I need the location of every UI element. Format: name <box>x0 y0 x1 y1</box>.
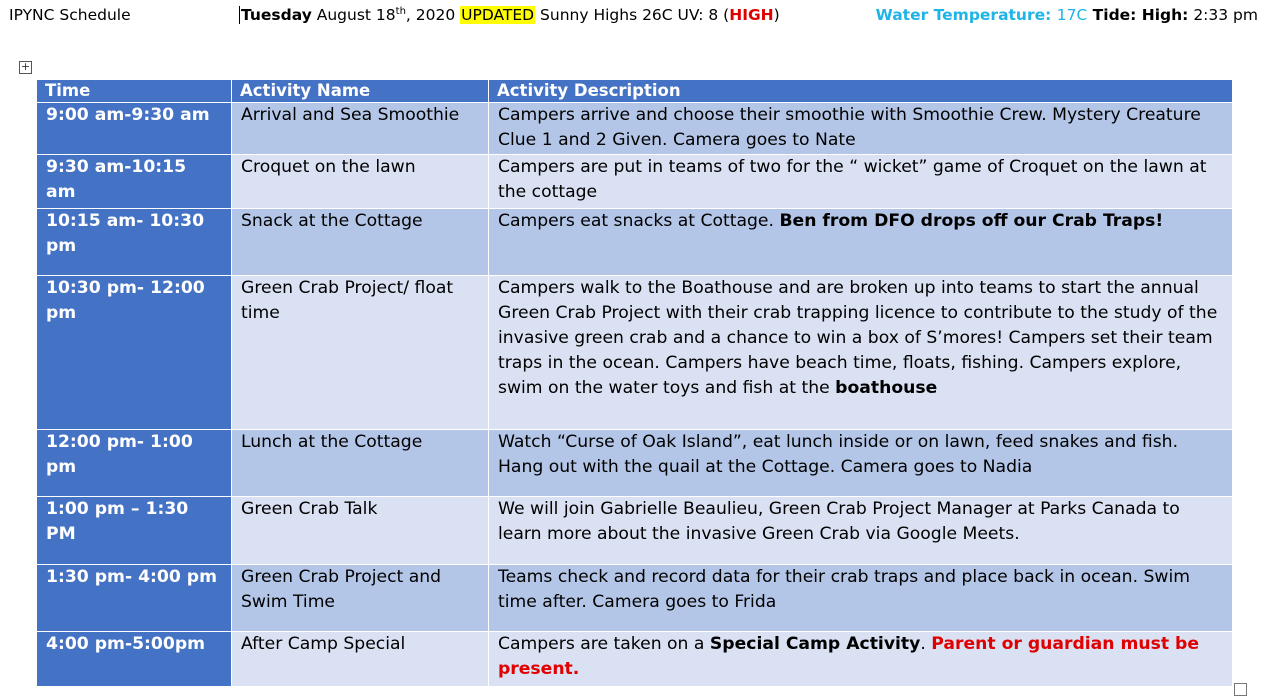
date-year: , 2020 <box>405 6 461 24</box>
date-text: August 18 <box>311 6 396 24</box>
alert-text: Parent or guardian must be present. <box>498 634 1200 679</box>
time-cell: 9:30 am-10:15 am <box>37 155 232 209</box>
column-header-time: Time <box>37 80 232 103</box>
time-cell: 12:00 pm- 1:00 pm <box>37 430 232 497</box>
activity-cell: Arrival and Sea Smoothie <box>232 103 489 155</box>
table-row <box>37 430 1233 497</box>
column-header-activity: Activity Name <box>232 80 489 103</box>
description-cell <box>489 103 1233 155</box>
emphasis-text: Special Camp Activity <box>709 634 921 654</box>
time-cell: 1:00 pm – 1:30 PM <box>37 497 232 565</box>
text-cursor <box>239 6 240 24</box>
updated-badge: UPDATED <box>461 6 535 24</box>
activity-cell: Croquet on the lawn <box>232 155 489 209</box>
description-text: Campers arrive and choose their smoothie with Smoothie Crew. Mystery Creature Clue 1 and 2 Given. Camera goes to Nate <box>498 105 1201 150</box>
description-text: Campers walk to the Boathouse and are broken up into teams to start the annual Green Crab Project with their crab trapping licence to contribute to the study of the invasive green crab and a chance to win a box of S’mores! Campers set their team traps in the ocean. Campers have beach time, floats, fishing. Campers explore, swim on the water toys and fish at the <box>498 278 1218 398</box>
weather-text: Sunny Highs 26C UV: 8 ( <box>535 6 730 24</box>
time-cell: 10:30 pm- 12:00 pm <box>37 276 232 430</box>
day-name: Tuesday <box>241 6 312 24</box>
table-row <box>37 209 1233 276</box>
table-header-row <box>37 80 1233 103</box>
table-row <box>37 632 1233 687</box>
description-cell <box>489 565 1233 632</box>
emphasis-text: Ben from DFO drops off our Crab Traps! <box>779 211 1164 231</box>
description-text: Campers are put in teams of two for the “ wicket” game of Croquet on the lawn at the cottage <box>498 157 1207 202</box>
table-row <box>37 276 1233 430</box>
description-cell <box>489 209 1233 276</box>
tide-value: 2:33 pm <box>1188 6 1258 24</box>
description-cell <box>489 632 1233 687</box>
emphasis-text: boathouse <box>835 378 938 398</box>
description-text: Campers eat snacks at Cottage. <box>498 211 780 231</box>
resize-square-icon[interactable] <box>1234 683 1247 696</box>
schedule-table <box>36 79 1233 687</box>
water-temp-value: 17C <box>1056 6 1088 24</box>
description-cell <box>489 155 1233 209</box>
date-weather-line <box>239 6 780 24</box>
description-text: Watch “Curse of Oak Island”, eat lunch inside or on lawn, feed snakes and fish. Hang out with the quail at the Cottage. Camera goes to Nadia <box>498 432 1179 477</box>
description-text: Campers are taken on a <box>498 634 710 654</box>
activity-cell: Lunch at the Cottage <box>232 430 489 497</box>
water-tide-line <box>876 6 1258 24</box>
activity-cell: After Camp Special <box>232 632 489 687</box>
activity-cell: Green Crab Talk <box>232 497 489 565</box>
table-row <box>37 103 1233 155</box>
activity-cell: Green Crab Project and Swim Time <box>232 565 489 632</box>
weather-close: ) <box>773 6 780 24</box>
document-header <box>0 4 1275 26</box>
description-text: Teams check and record data for their crab traps and place back in ocean. Swim time after. Camera goes to Frida <box>498 567 1190 612</box>
time-cell: 1:30 pm- 4:00 pm <box>37 565 232 632</box>
uv-level: HIGH <box>729 6 774 24</box>
table-row <box>37 565 1233 632</box>
description-text: We will join Gabrielle Beaulieu, Green Crab Project Manager at Parks Canada to learn more about the invasive Green Crab via Google Meets. <box>498 499 1180 544</box>
activity-cell: Green Crab Project/ float time <box>232 276 489 430</box>
description-cell <box>489 497 1233 565</box>
column-header-description: Activity Description <box>489 80 1233 103</box>
description-cell <box>489 430 1233 497</box>
time-cell: 10:15 am- 10:30 pm <box>37 209 232 276</box>
tide-label: Tide: High: <box>1087 6 1189 24</box>
document-title: IPYNC Schedule <box>9 6 131 24</box>
table-row <box>37 497 1233 565</box>
table-row <box>37 155 1233 209</box>
time-cell: 4:00 pm-5:00pm <box>37 632 232 687</box>
move-cross-icon[interactable]: + <box>20 60 31 73</box>
description-text: . <box>920 634 932 654</box>
schedule-body <box>37 103 1233 687</box>
activity-cell: Snack at the Cottage <box>232 209 489 276</box>
water-temp-label: Water Temperature: <box>875 6 1057 24</box>
date-ordinal: th <box>395 5 406 17</box>
time-cell: 9:00 am-9:30 am <box>37 103 232 155</box>
description-cell <box>489 276 1233 430</box>
